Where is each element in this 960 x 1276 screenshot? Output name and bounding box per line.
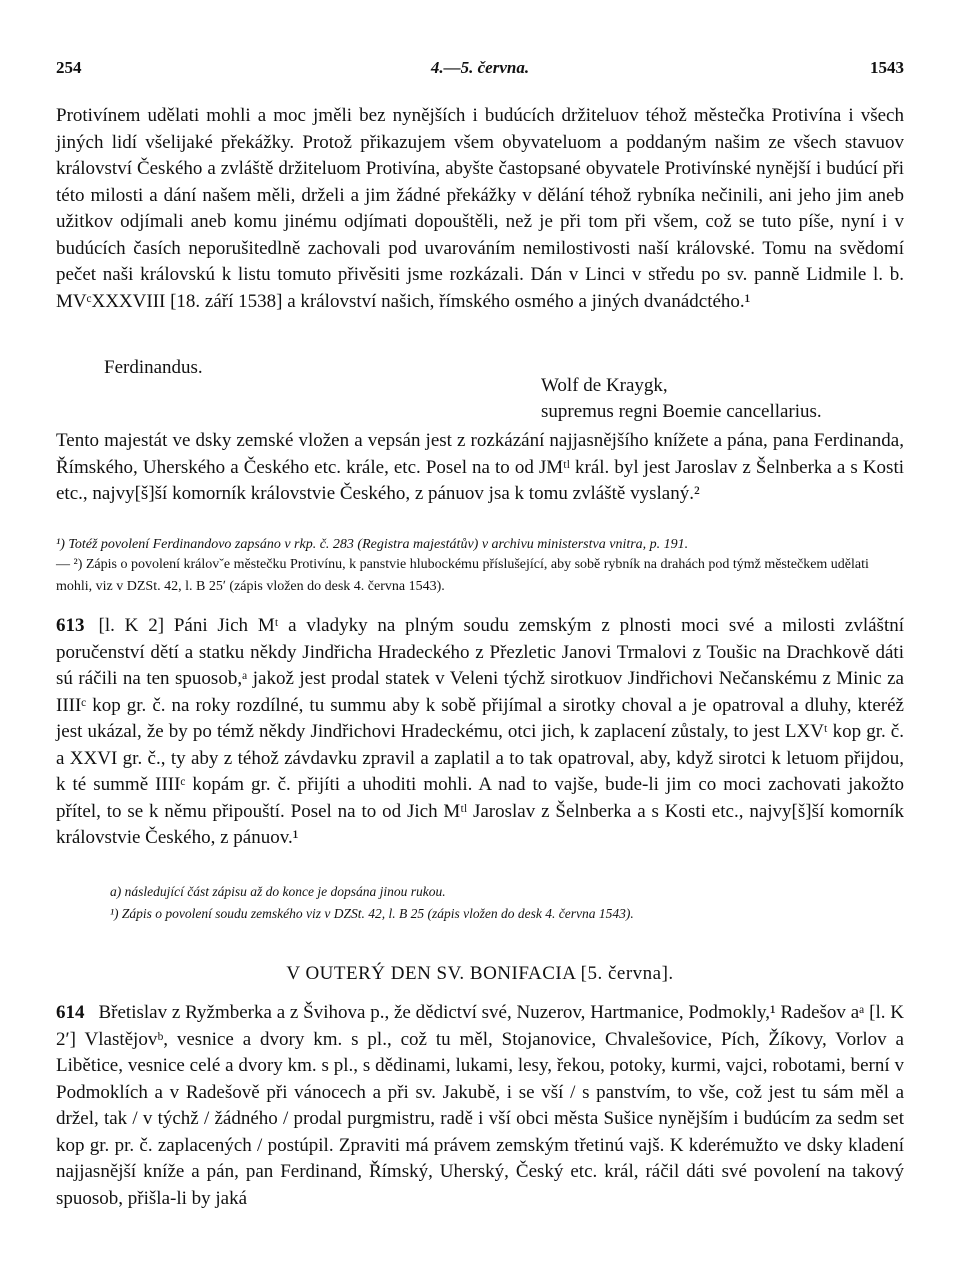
entry-number: 613 <box>56 615 85 636</box>
entry-number: 614 <box>56 1002 85 1023</box>
chancellor-title: supremus regni Boemie cancellarius. <box>541 401 822 422</box>
section-heading: V OUTERÝ DEN SV. BONIFACIA [5. června]. <box>286 963 674 984</box>
running-header <box>56 58 904 86</box>
signature-ferdinandus: Ferdinandus. <box>104 357 203 378</box>
footnote-613-1: ¹) Zápis o povolení soudu zemského viz v DZSt. 42, l. B 25 (zápis vložen do desk 4. června 1543). <box>110 906 634 921</box>
signature-chancellor <box>541 373 822 425</box>
page-number: 254 <box>56 58 82 77</box>
running-title: 4.—5. června. <box>430 58 530 77</box>
chancellor-name: Wolf de Kraygk, <box>541 375 668 396</box>
registration-note: Tento majestát ve dsky zemské vložen a vepsán jest z rozkázání najjasnějšího knížete a pána, pana Ferdinanda, Římského, Uherského a Českého etc. krále, etc. Posel na to od JMᵗˡ král. byl jest Jaroslav z Šelnberka a s Kosti etc., najvy[š]ší komorník královstvie Českého, z pánuov jsa k tomu zvláště vyslaný.² <box>56 430 904 504</box>
entry-text: Břetislav z Ryžmberka a z Švihova p., že dědictví své, Nuzerov, Hartmanice, Podmokly,¹ Radešov aᵃ [l. K 2ʹ] Vlastějovᵇ, vesnice a dvory km. s pl., což tu měl, Stojanovice, Chvalešovice, Pích, Žíkovy, Vorlov a Libětice, vesnice celé a dvory km. s pl., s dědinami, lukami, lesy, řekou, potoky, kurmi, vajci, robotami, berní v Podmoklích a v Radešově při vánocech a při sv. Jakubě, i se vší / s panstvím, to vše, což jest tu sám měl a držel, tak / v týchž / žádného / prodal purgmistru, radě i vší obci města Sušice nynějším i budúcím za sedm set kop gr. pr. č. zaplacených / postúpil. Zpraviti má právem zemským třetinú vajš. K kderémužto ve dsky kladení najjasnější kníže a pán, pan Ferdinand, Římský, Uherský, Český etc. král, ráčil dáti své povolení na takový spuosob, přišla-li by jaká <box>56 1002 904 1209</box>
footnote-2: — ²) Zápis o povolení královˇe městečku Protivínu, k panstvie hlubockému příslušející, aby sobě rybník na drahách pod týmž městečkem udělati mohli, viz v DZSt. 42, l. B 25ʹ (zápis vložen do desk 4. června 1543). <box>56 557 869 594</box>
header-year: 1543 <box>870 58 904 77</box>
footnote-a: a) následující část zápisu až do konce je dopsána jinou rukou. <box>110 884 446 899</box>
entry-613 <box>56 613 904 852</box>
charter-text: Protivínem udělati mohli a moc jměli bez nynějších i budúcích držiteluov téhož městečka Protivína i všech jiných lidí všelijaké překážky. Protož přikazujem všem obyvateluom a poddaným našim ze všech stavuov království Českého a zvláště držiteluom Protivína, abyšte častopsané obyvatele Protivínské nynější i budúcí při této milosti a dání našem měli, drželi a jim žádné překážky v dělání téhož rybníka nečinili, ani jeho jim aneb užitkov odjímali aneb komu jinému odjímati dopouštěli, než je při tom při všem, což se tuto píše, nyní i v budúcích časích neporušitedlně zachovali pod uvarováním nemilostivosti naší královské. Tomu na svědomí pečet naši královskú k listu tomuto přivěsiti jsme rozkázali. Dán v Linci v středu po sv. panně Lidmile l. b. MVᶜXXXVIII [18. září 1538] a království našich, římského osmého a jiných dvanádctého.¹ <box>56 105 904 312</box>
entry-614 <box>56 1000 904 1212</box>
footnote-1: ¹) Totéž povolení Ferdinandovo zapsáno v rkp. č. 283 (Registra majestátův) v archivu ministerstva vnitra, p. 191. <box>56 537 689 552</box>
entry-text: [l. K 2] Páni Jich Mᵗ a vladyky na plným soudu zemským z plnosti moci své a milosti zvláštní poručenství dětí a statku někdy Jindřicha Hradeckého z Přezletic Janovi Trmalovi z Toušic na Drachkově dáti sú ráčili na ten spuosob,ᵃ jakož jest prodal statek v Veleni týchž sirotkuov Jindřichovi Nečanskému z Minic za IIIIᶜ kop gr. č. na roky rozdílné, tu summu aby k sobě přijímal a sirotky choval a je opatroval a dluhy, kteréž jest ukázal, že by po témž někdy Jindřichovi Hradeckému, otci jich, k zaplacení zůstaly, to jest LXVᵗ kop gr. č. a XXVI gr. č., ty aby z téhož závdavku zpravil a zaplatil a to tak opatroval, aby, když sirotci k letuom přijdou, k té summě IIIIᶜ kopám gr. č. přijíti a uhoditi mohli. A nad to vajše, bude-li jim co moci zachovati jakožto přítel, to se k němu připouští. Posel na to od Jich Mᵗˡ Jaroslav z Šelnberka a s Kosti etc., najvy[š]ší komorník královstvie Českého, z pánuov.¹ <box>56 615 904 848</box>
